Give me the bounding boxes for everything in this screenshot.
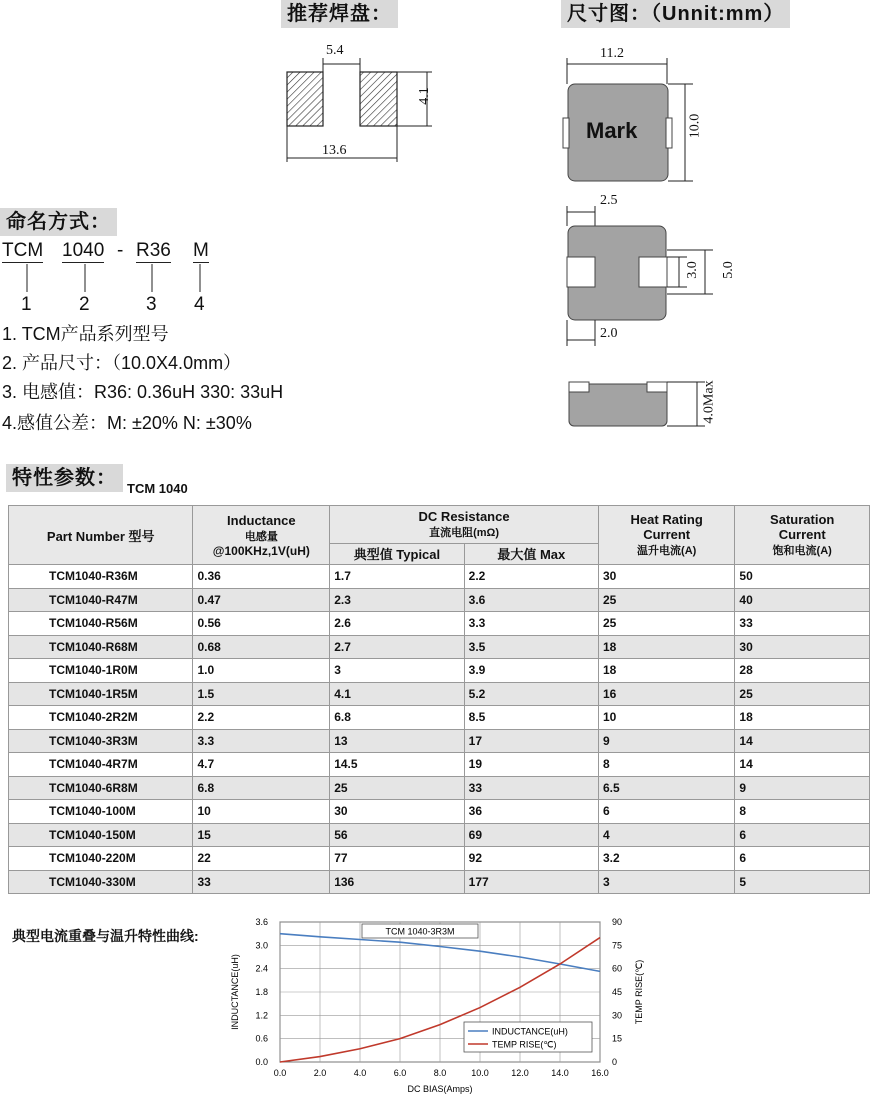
series-label: TCM 1040	[127, 481, 188, 496]
table-cell: 4	[598, 823, 734, 847]
header-dc-resistance: DC Resistance 直流电阻(mΩ)	[330, 506, 599, 544]
table-cell: 5	[735, 870, 870, 894]
table-cell: 28	[735, 659, 870, 683]
table-cell: TCM1040-4R7M	[9, 753, 193, 777]
x-tick-label: 8.0	[433, 1068, 447, 1078]
dim-pad-top: 2.5	[600, 193, 618, 208]
table-cell: 3	[330, 659, 464, 683]
table-cell: 2.3	[330, 588, 464, 612]
table-cell: 56	[330, 823, 464, 847]
table-cell: 25	[735, 682, 870, 706]
dim-thickness: 4.0Max	[701, 380, 717, 424]
y2-tick-label: 0	[612, 1057, 618, 1067]
pad-section-title: 推荐焊盘：	[281, 0, 398, 28]
pad-dim-right: 4.1	[416, 87, 432, 105]
table-cell: 8.5	[464, 706, 598, 730]
table-cell: 15	[193, 823, 330, 847]
table-cell: 16	[598, 682, 734, 706]
table-cell: TCM1040-150M	[9, 823, 193, 847]
table-row	[9, 706, 870, 730]
header-part-number: Part Number 型号	[9, 506, 193, 565]
header-max: 最大值 Max	[464, 543, 598, 564]
legend-label: TEMP RISE(℃)	[492, 1039, 557, 1050]
table-cell: 6	[735, 823, 870, 847]
table-cell: 22	[193, 847, 330, 871]
header-heat-rating: Heat Rating Current 温升电流(A)	[598, 506, 734, 565]
y2-axis-label: TEMP RISE(℃)	[634, 959, 644, 1025]
table-cell: 9	[598, 729, 734, 753]
table-row	[9, 729, 870, 753]
table-cell: 3.5	[464, 635, 598, 659]
name-part-series: TCM	[2, 240, 44, 261]
y-tick-label: 3.0	[255, 940, 268, 951]
table-cell: 1.0	[193, 659, 330, 683]
dim-side: 5.0	[720, 261, 736, 279]
table-cell: 10	[193, 800, 330, 824]
spec-table	[8, 505, 870, 894]
x-tick-label: 16.0	[591, 1068, 609, 1078]
table-cell: 9	[735, 776, 870, 800]
table-cell: 14	[735, 729, 870, 753]
table-row	[9, 635, 870, 659]
table-cell: TCM1040-R68M	[9, 635, 193, 659]
table-cell: 19	[464, 753, 598, 777]
table-cell: 92	[464, 847, 598, 871]
table-cell: 14.5	[330, 753, 464, 777]
table-cell: 0.47	[193, 588, 330, 612]
header-saturation: Saturation Current 饱和电流(A)	[735, 506, 870, 565]
name-part-value: R36	[136, 240, 171, 261]
table-cell: 13	[330, 729, 464, 753]
table-cell: 77	[330, 847, 464, 871]
table-row	[9, 612, 870, 636]
y-axis-label: INDUCTANCE(uH)	[230, 954, 240, 1030]
header-inductance: Inductance 电感量 @100KHz,1V(uH)	[193, 506, 330, 565]
table-cell: 17	[464, 729, 598, 753]
table-cell: 40	[735, 588, 870, 612]
table-cell: 25	[598, 612, 734, 636]
table-cell: TCM1040-2R2M	[9, 706, 193, 730]
table-row	[9, 565, 870, 589]
y-tick-label: 3.6	[255, 917, 268, 927]
table-cell: 3.2	[598, 847, 734, 871]
x-tick-label: 10.0	[471, 1068, 489, 1078]
y2-tick-label: 15	[612, 1033, 623, 1044]
table-cell: 2.7	[330, 635, 464, 659]
table-row	[9, 588, 870, 612]
table-cell: 3.6	[464, 588, 598, 612]
table-cell: TCM1040-R47M	[9, 588, 193, 612]
chart-title: TCM 1040-3R3M	[385, 926, 455, 937]
mark-label: Mark	[586, 118, 638, 143]
y-tick-label: 1.2	[255, 1010, 268, 1021]
table-cell: 8	[598, 753, 734, 777]
dim-pad-bottom: 2.0	[600, 326, 618, 341]
x-tick-label: 12.0	[511, 1068, 529, 1078]
table-row	[9, 800, 870, 824]
table-cell: 14	[735, 753, 870, 777]
dc-bias-chart	[220, 910, 644, 1105]
dim-pad-height: 3.0	[684, 261, 700, 279]
table-cell: 6.5	[598, 776, 734, 800]
y-tick-label: 1.8	[255, 987, 268, 997]
name-part-dash: -	[117, 240, 124, 261]
dimension-section-title: 尺寸图：（Unnit:mm）	[561, 0, 790, 28]
table-row	[9, 682, 870, 706]
y2-tick-label: 45	[612, 987, 623, 997]
table-cell: 3.3	[464, 612, 598, 636]
table-cell: 4.1	[330, 682, 464, 706]
table-cell: 1.7	[330, 565, 464, 589]
table-cell: 69	[464, 823, 598, 847]
table-cell: 50	[735, 565, 870, 589]
curve-title: 典型电流重叠与温升特性曲线:	[12, 928, 199, 944]
table-cell: 18	[598, 635, 734, 659]
y2-tick-label: 30	[612, 1010, 623, 1021]
y2-tick-label: 90	[612, 917, 623, 927]
table-cell: 3.3	[193, 729, 330, 753]
y2-tick-label: 60	[612, 963, 623, 974]
x-tick-label: 14.0	[551, 1068, 569, 1078]
y2-tick-label: 75	[612, 940, 623, 951]
table-cell: TCM1040-220M	[9, 847, 193, 871]
table-cell: 6.8	[193, 776, 330, 800]
pad-dim-top: 5.4	[326, 43, 344, 58]
table-cell: 18	[598, 659, 734, 683]
table-cell: 4.7	[193, 753, 330, 777]
table-cell: 3.9	[464, 659, 598, 683]
naming-desc-2: 2. 产品尺寸：（10.0X4.0mm）	[2, 353, 242, 373]
table-cell: TCM1040-100M	[9, 800, 193, 824]
table-cell: 10	[598, 706, 734, 730]
table-cell: 177	[464, 870, 598, 894]
naming-desc-4: 4.感值公差：M: ±20% N: ±30%	[2, 413, 252, 433]
name-index-2: 2	[79, 294, 90, 315]
name-part-size: 1040	[62, 240, 105, 261]
header-typical: 典型值 Typical	[330, 543, 464, 564]
table-cell: TCM1040-6R8M	[9, 776, 193, 800]
table-cell: 2.2	[464, 565, 598, 589]
name-index-4: 4	[194, 294, 205, 315]
table-cell: 6	[735, 847, 870, 871]
y-tick-label: 0.6	[255, 1033, 268, 1044]
table-row	[9, 870, 870, 894]
naming-leaders	[0, 264, 220, 294]
dim-width: 11.2	[600, 46, 624, 61]
y-tick-label: 0.0	[255, 1057, 268, 1067]
table-cell: 6.8	[330, 706, 464, 730]
table-cell: 30	[598, 565, 734, 589]
table-cell: 0.36	[193, 565, 330, 589]
table-cell: 33	[464, 776, 598, 800]
table-cell: 36	[464, 800, 598, 824]
table-cell: 25	[330, 776, 464, 800]
table-cell: TCM1040-3R3M	[9, 729, 193, 753]
table-row	[9, 659, 870, 683]
table-cell: TCM1040-1R5M	[9, 682, 193, 706]
table-cell: 2.6	[330, 612, 464, 636]
dim-height: 10.0	[687, 113, 703, 139]
table-cell: 0.68	[193, 635, 330, 659]
naming-desc-3: 3. 电感值：R36: 0.36uH 330: 33uH	[2, 382, 284, 402]
table-row	[9, 847, 870, 871]
table-cell: 18	[735, 706, 870, 730]
y-tick-label: 2.4	[255, 963, 268, 974]
table-cell: 33	[193, 870, 330, 894]
table-cell: 5.2	[464, 682, 598, 706]
table-cell: 6	[598, 800, 734, 824]
naming-section-title: 命名方式：	[0, 208, 117, 236]
characteristics-section-title: 特性参数：	[6, 464, 123, 492]
x-tick-label: 4.0	[353, 1068, 367, 1078]
table-cell: TCM1040-R56M	[9, 612, 193, 636]
table-cell: 1.5	[193, 682, 330, 706]
table-cell: 2.2	[193, 706, 330, 730]
table-row	[9, 823, 870, 847]
table-cell: TCM1040-1R0M	[9, 659, 193, 683]
table-row	[9, 753, 870, 777]
table-row	[9, 776, 870, 800]
x-tick-label: 0.0	[273, 1068, 287, 1078]
table-cell: 30	[330, 800, 464, 824]
table-cell: 25	[598, 588, 734, 612]
pad-dim-bottom: 13.6	[322, 143, 347, 158]
table-cell: 8	[735, 800, 870, 824]
naming-desc-1: 1. TCM产品系列型号	[2, 324, 169, 344]
legend-label: INDUCTANCE(uH)	[492, 1026, 568, 1037]
name-index-3: 3	[146, 294, 157, 315]
table-cell: 0.56	[193, 612, 330, 636]
x-axis-label: DC BIAS(Amps)	[407, 1084, 473, 1094]
table-cell: 136	[330, 870, 464, 894]
table-cell: 33	[735, 612, 870, 636]
table-cell: TCM1040-330M	[9, 870, 193, 894]
table-cell: TCM1040-R36M	[9, 565, 193, 589]
table-cell: 3	[598, 870, 734, 894]
name-part-tolerance: M	[193, 240, 209, 261]
table-cell: 30	[735, 635, 870, 659]
x-tick-label: 2.0	[313, 1068, 327, 1078]
name-index-1: 1	[21, 294, 32, 315]
x-tick-label: 6.0	[393, 1068, 407, 1078]
